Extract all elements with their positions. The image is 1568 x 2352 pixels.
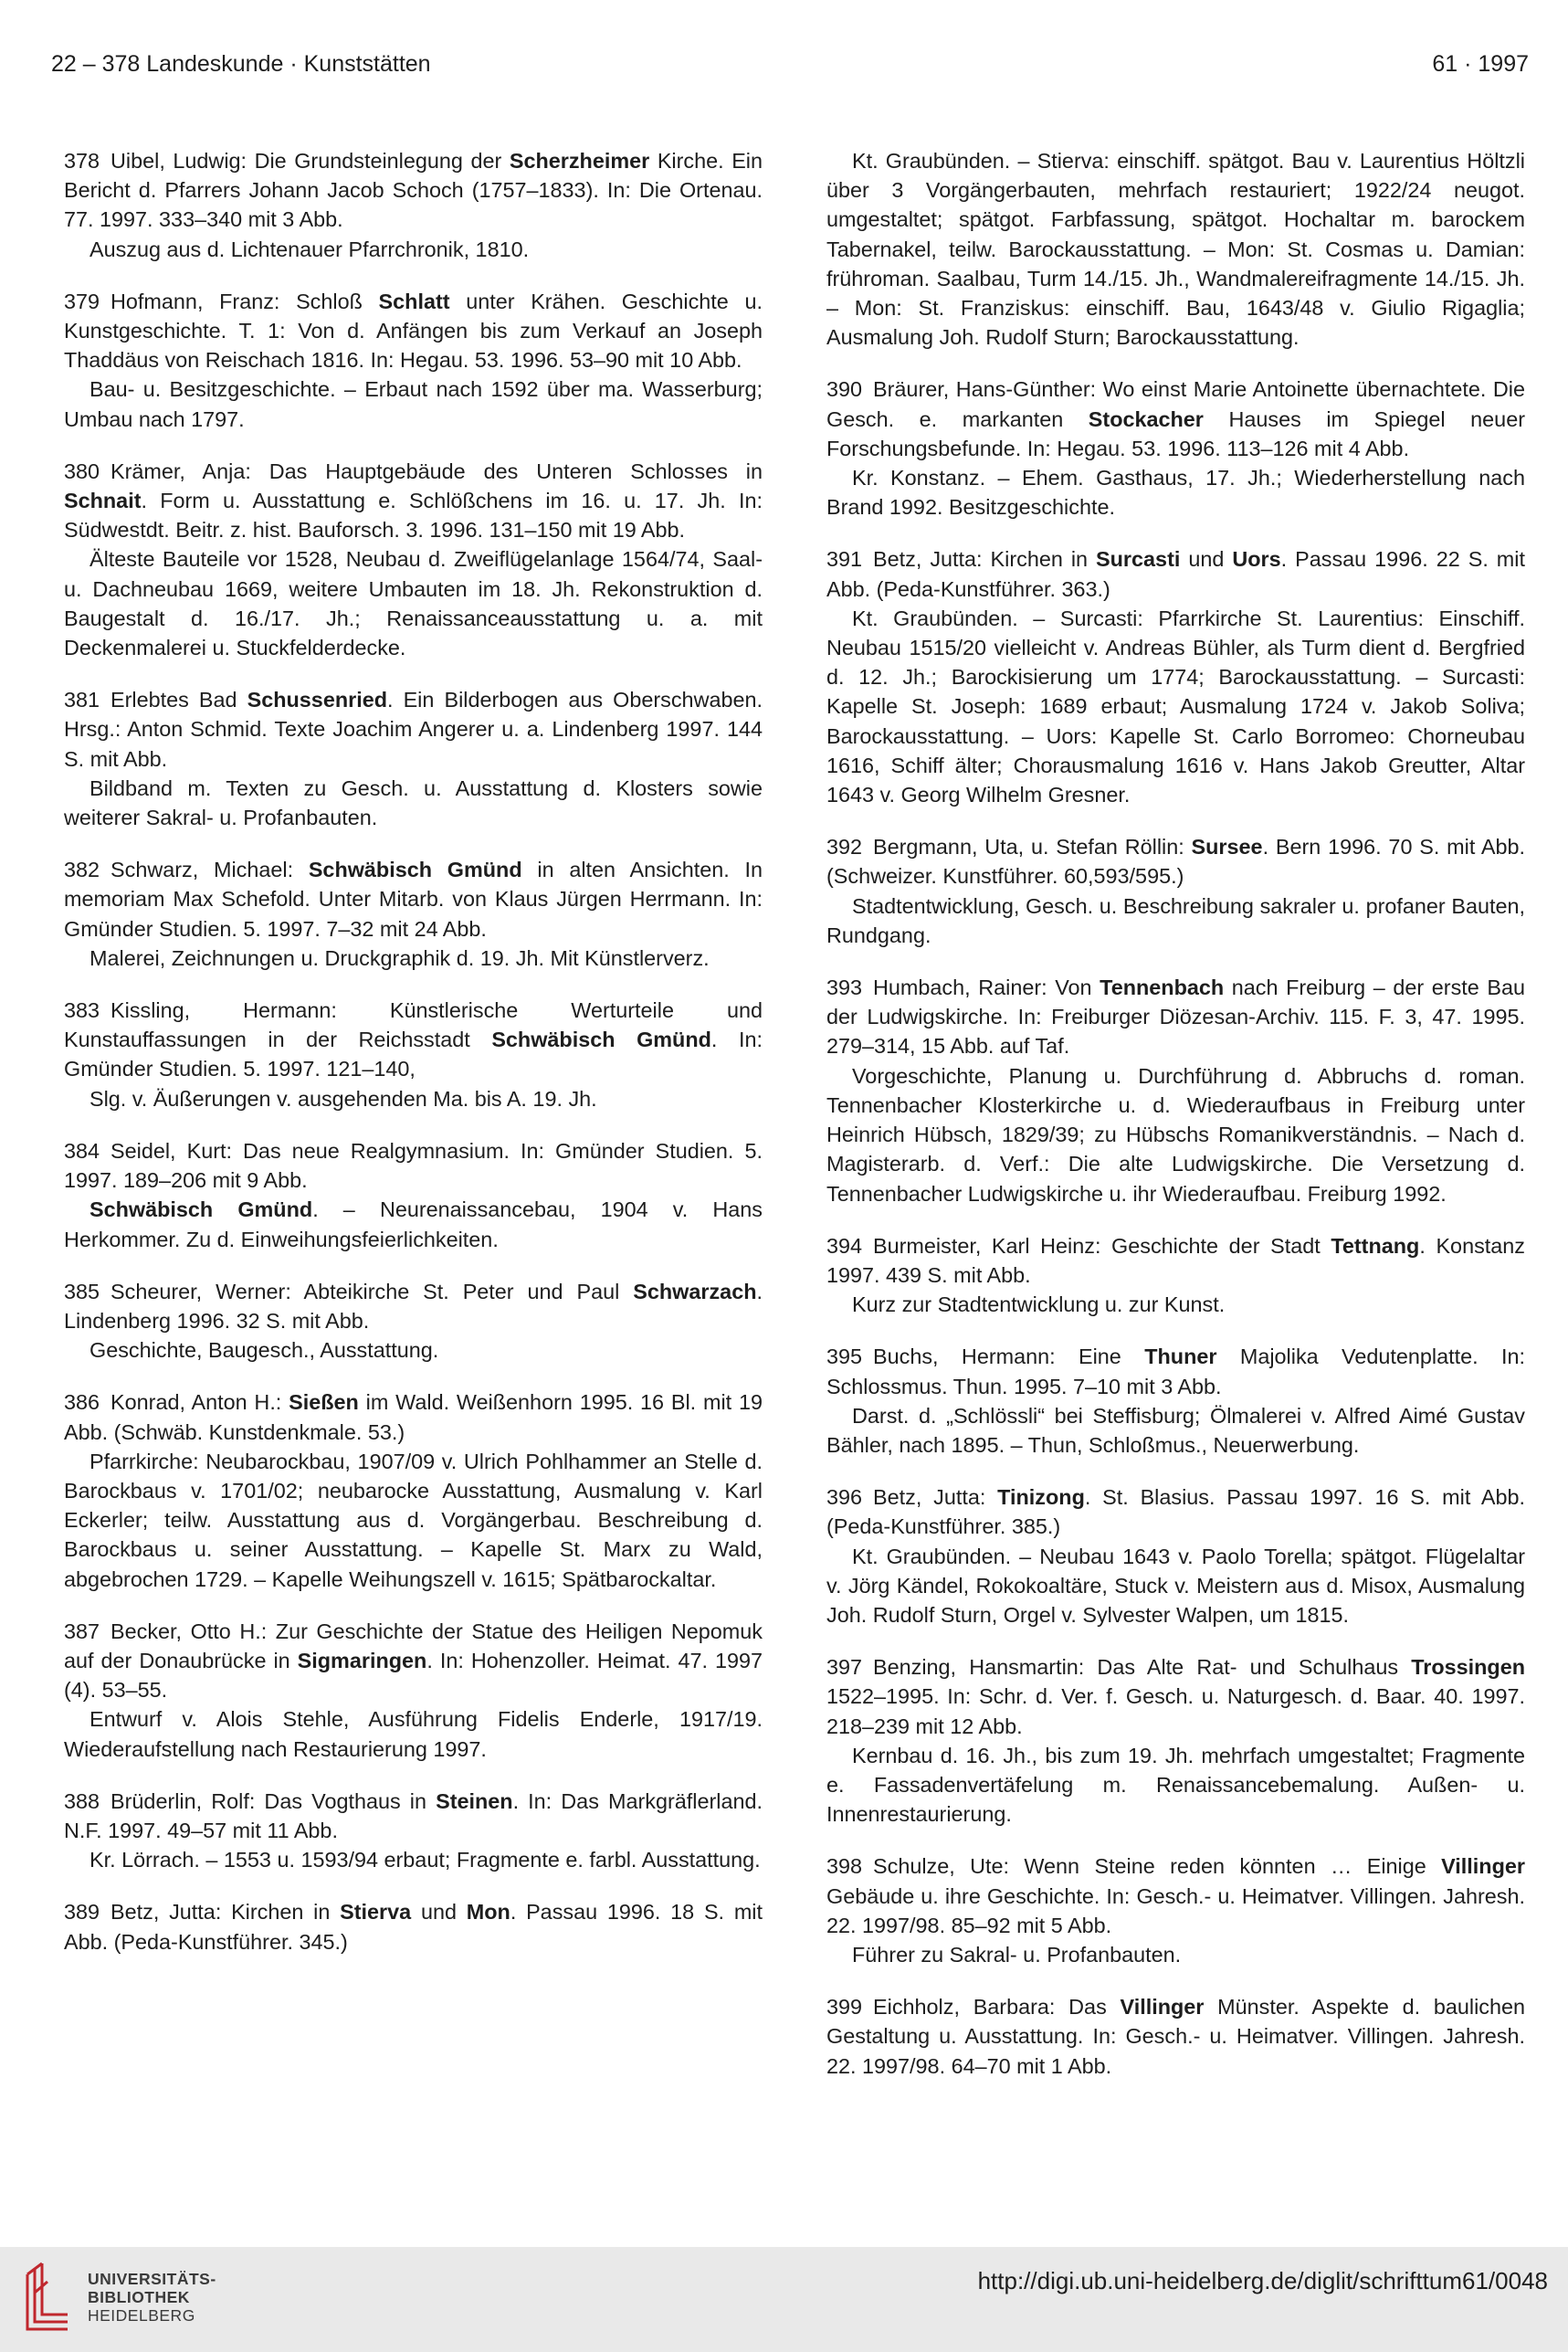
citation-text: Bergmann, Uta, u. Stefan Röllin: <box>873 835 1192 860</box>
entry-number: 391 <box>826 547 863 572</box>
entry-citation <box>826 544 1525 603</box>
bibliography-entry <box>826 146 1525 352</box>
entry-number: 386 <box>64 1390 100 1415</box>
bibliography-entry <box>64 996 763 1113</box>
citation-text: Kissling, Hermann: Künstlerische Werturteile und Kunstauffassungen in der Reichsstadt <box>64 998 763 1052</box>
entry-annotation: Vorgeschichte, Planung u. Durchführung d. Abbruchs d. roman. Tennenbacher Klosterkirche u. d. Wiederaufbaus in Freiburg unter Heinrich Hübsch, 1829/39; zu Hübschs Romanikverständnis. – Nach d. Magisterarb. d. Verf.: Die alte Ludwigskirche. Die Versetzung d. Tennenbacher Ludwigskirche u. ihr Wiederaufbau. Freiburg 1992. <box>826 1063 1525 1206</box>
page-header <box>51 51 1529 88</box>
entry-citation <box>826 374 1525 463</box>
place-name: Schlatt <box>378 289 450 313</box>
entry-number: 385 <box>64 1279 100 1303</box>
entry-citation <box>64 1277 763 1335</box>
bibliography-entry <box>826 544 1525 809</box>
citation-text: Brüderlin, Rolf: Das Vogthaus in <box>110 1788 437 1813</box>
entry-number: 399 <box>826 1995 863 2020</box>
bibliography-entry <box>64 146 763 264</box>
bibliography-entry <box>64 457 763 662</box>
place-name: Schnait <box>64 489 142 513</box>
citation-text: Kirche. Ein Bericht d. Pfarrers Johann Jacob Schoch (1757–1833). In: Die Ortenau. 77. 1997. 333–340 mit 3 Abb. <box>64 149 763 232</box>
bibliography-entry <box>64 1897 763 1956</box>
place-name: Uors <box>1232 547 1281 572</box>
footer-bar <box>0 2247 1568 2352</box>
citation-text: Betz, Jutta: Kirchen in <box>110 1900 341 1925</box>
entry-citation <box>64 685 763 774</box>
ub-heidelberg-logo-icon <box>20 2256 75 2338</box>
running-head-left: 22 – 378 Landeskunde · Kunststätten <box>51 51 431 77</box>
citation-text: im Wald. Weißenhorn 1995. 16 Bl. mit 19 Abb. (Schwäb. Kunstdenkmale. 53.) <box>64 1390 763 1444</box>
citation-text: Münster. Aspekte d. baulichen Gestaltung u. Ausstattung. In: Gesch.- u. Heimatver. Villingen. Jahresh. 22. 1997/98. 64–70 mit 1 Abb. <box>826 1995 1526 2078</box>
place-name: Surcasti <box>1096 547 1181 572</box>
entry-annotation <box>64 1195 763 1253</box>
citation-text: Benzing, Hansmartin: Das Alte Rat- und Schulhaus <box>873 1655 1412 1680</box>
library-name-line1: UNIVERSITÄTS- <box>88 2270 216 2288</box>
entry-annotation: Pfarrkirche: Neubarockbau, 1907/09 v. Ulrich Pohlhammer an Stelle d. Barockbaus v. 1701/02; neubarocke Ausstattung, Ausmalung v. Karl Eckerler; teilw. Ausstattung aus d. Vorgängerbau. Beschreibung d. Barockbaus u. seiner Ausstattung. – Kapelle St. Marx zu Wald, abgebrochen 1729. – Kapelle Weihungszell v. 1615; Spätbarockaltar. <box>64 1449 763 1591</box>
entry-citation <box>64 287 763 375</box>
bibliography-entry <box>64 1787 763 1875</box>
entry-annotation: Slg. v. Äußerungen v. ausgehenden Ma. bis A. 19. Jh. <box>89 1086 597 1111</box>
citation-text: Betz, Jutta: <box>873 1485 998 1510</box>
place-name: Sießen <box>289 1390 359 1415</box>
entry-citation <box>64 1897 763 1956</box>
citation-text: und <box>411 1900 467 1925</box>
entry-number: 397 <box>826 1655 863 1680</box>
entry-annotation: Kernbau d. 16. Jh., bis zum 19. Jh. mehrfach umgestaltet; Fragmente e. Fassadenvertäfelung m. Renaissancebemalung. Außen- u. Innenrestaurierung. <box>826 1743 1525 1827</box>
citation-text: Uibel, Ludwig: Die Grundsteinlegung der <box>110 149 510 173</box>
place-name: Schwarzach <box>633 1279 757 1303</box>
entry-citation <box>826 1652 1525 1741</box>
bibliography-entry <box>64 1136 763 1254</box>
place-name: Thuner <box>1144 1345 1217 1369</box>
entry-citation <box>64 855 763 944</box>
entry-number: 381 <box>64 688 100 712</box>
citation-text: in alten Ansichten. In memoriam Max Schefold. Unter Mitarb. von Klaus Jürgen Herrmann. In: Gmünder Studien. 5. 1997. 7–32 mit 24 Abb. <box>64 858 763 941</box>
place-name: Tinizong <box>997 1485 1085 1510</box>
entry-number: 383 <box>64 998 100 1023</box>
entry-number: 396 <box>826 1485 863 1510</box>
entry-citation <box>64 1136 763 1195</box>
entry-number: 382 <box>64 858 100 882</box>
entry-annotation: Entwurf v. Alois Stehle, Ausführung Fidelis Enderle, 1917/19. Wiederaufstellung nach Restaurierung 1997. <box>64 1707 763 1761</box>
place-name: Mon <box>466 1900 510 1925</box>
entry-annotation: Stadtentwicklung, Gesch. u. Beschreibung sakraler u. profaner Bauten, Rundgang. <box>826 893 1525 947</box>
citation-text: . Lindenberg 1996. 32 S. mit Abb. <box>64 1279 763 1333</box>
entry-annotation: Kurz zur Stadtentwicklung u. zur Kunst. <box>852 1292 1226 1317</box>
bibliography-entry <box>826 1482 1525 1630</box>
entry-citation <box>64 1617 763 1705</box>
entry-number: 380 <box>64 459 100 483</box>
library-name-line2: BIBLIOTHEK <box>88 2288 190 2306</box>
place-name: Villinger <box>1120 1995 1205 2020</box>
entry-annotation: Kt. Graubünden. – Stierva: einschiff. spätgot. Bau v. Laurentius Höltzli über 3 Vorgängerbauten, mehrfach restauriert; 1922/24 neugot. umgestaltet; spätgot. Farbfassung, spätgot. Hochaltar m. barockem Tabernakel, teilw. Barockausstattung. – Mon: St. Cosmas u. Damian: frühroman. Saalbau, Turm 14./15. Jh., Wandmalereifragmente 14./15. Jh. – Mon: St. Franziskus: einschiff. Bau, 1643/48 v. Giulio Rigaglia; Ausmalung Joh. Rudolf Sturn; Barockausstattung. <box>826 149 1525 350</box>
library-name <box>88 2270 216 2325</box>
entry-number: 379 <box>64 289 100 313</box>
bibliography-entry <box>826 374 1525 522</box>
entry-citation <box>64 996 763 1084</box>
entry-number: 388 <box>64 1788 100 1813</box>
entry-number: 389 <box>64 1900 100 1925</box>
bibliography-entry <box>826 1851 1525 1969</box>
entry-number: 392 <box>826 835 863 860</box>
citation-text: Konrad, Anton H.: <box>110 1390 289 1415</box>
entry-annotation: Malerei, Zeichnungen u. Druckgraphik d. 19. Jh. Mit Künstlerverz. <box>89 945 710 970</box>
entry-annotation: Auszug aus d. Lichtenauer Pfarrchronik, 1810. <box>89 237 530 261</box>
permalink-url[interactable]: http://digi.ub.uni-heidelberg.de/diglit/schrifttum61/0048 <box>977 2267 1548 2294</box>
bibliography-entry <box>64 1277 763 1366</box>
place-name: Schwäbisch Gmünd <box>308 858 522 882</box>
citation-text: Krämer, Anja: Das Hauptgebäude des Unteren Schlosses in <box>110 459 763 483</box>
entry-citation <box>826 1851 1525 1940</box>
entry-annotation: Älteste Bauteile vor 1528, Neubau d. Zweiflügelanlage 1564/74, Saal- u. Dachneubau 1669, weitere Umbauten im 18. Jh. Rekonstruktion d. Baugestalt d. 16./17. Jh.; Renaissanceausstattung u. a. mit Deckenmalerei u. Stuckfelderdecke. <box>64 547 763 660</box>
bibliography-entry <box>826 832 1525 950</box>
bibliography-entry <box>64 1617 763 1764</box>
citation-text: . – Neurenaissancebau, 1904 v. Hans Herkommer. Zu d. Einweihungsfeierlichkeiten. <box>64 1197 763 1251</box>
place-name: Tettnang <box>1331 1233 1420 1258</box>
entry-annotation: Geschichte, Baugesch., Ausstattung. <box>89 1338 439 1363</box>
place-name: Tennenbach <box>1100 976 1225 1000</box>
citation-text: Seidel, Kurt: Das neue Realgymnasium. In: Gmünder Studien. 5. 1997. 189–206 mit 9 Abb. <box>64 1138 763 1193</box>
citation-text: und <box>1180 547 1233 572</box>
bibliography-entry <box>64 1387 763 1593</box>
entry-citation <box>826 832 1525 891</box>
citation-text: Eichholz, Barbara: Das <box>873 1995 1121 2020</box>
citation-text: . In: Hohenzoller. Heimat. 47. 1997 (4). 53–55. <box>64 1648 763 1703</box>
citation-text: Becker, Otto H.: Zur Geschichte der Statue des Heiligen Nepomuk auf der Donaubrücke in <box>64 1619 763 1672</box>
bibliography-entry <box>826 1652 1525 1829</box>
citation-text: Scheurer, Werner: Abteikirche St. Peter und Paul <box>110 1279 634 1303</box>
entry-annotation: Kt. Graubünden. – Neubau 1643 v. Paolo Torella; spätgot. Flügelaltar v. Jörg Kändel, Rokokoaltäre, Stuck v. Meistern aus d. Misox, Ausmalung Joh. Rudolf Sturn, Orgel v. Sylvester Walpen, um 1815. <box>826 1544 1525 1627</box>
bibliography-entry <box>64 855 763 973</box>
citation-text: Betz, Jutta: Kirchen in <box>873 547 1097 572</box>
entry-number: 393 <box>826 976 863 1000</box>
citation-text: 1522–1995. In: Schr. d. Ver. f. Gesch. u. Naturgesch. d. Baar. 40. 1997. 218–239 mit 12 Abb. <box>826 1684 1525 1738</box>
bibliography-entry <box>64 287 763 434</box>
entry-number: 394 <box>826 1233 863 1258</box>
citation-text: Schwarz, Michael: <box>110 858 309 882</box>
place-name: Sigmaringen <box>297 1648 427 1672</box>
left-column <box>64 146 763 2174</box>
entry-number: 378 <box>64 149 100 173</box>
bibliography-entry <box>826 1992 1525 2081</box>
entry-citation <box>826 1342 1525 1400</box>
place-name: Stierva <box>340 1900 412 1925</box>
citation-text: . Konstanz 1997. 439 S. mit Abb. <box>826 1233 1525 1287</box>
citation-text: Hofmann, Franz: Schloß <box>110 289 379 313</box>
citation-text: . Ein Bilderbogen aus Oberschwaben. Hrsg.: Anton Schmid. Texte Joachim Angerer u. a. Lindenberg 1997. 144 S. mit Abb. <box>64 688 763 771</box>
citation-text: Schulze, Ute: Wenn Steine reden könnten … Einige <box>873 1854 1442 1879</box>
citation-text: . Bern 1996. 70 S. mit Abb. (Schweizer. Kunstführer. 60,593/595.) <box>826 835 1525 889</box>
entry-number: 384 <box>64 1138 100 1163</box>
place-name: Sursee <box>1191 835 1263 860</box>
entry-number: 395 <box>826 1345 863 1369</box>
place-name: Schwäbisch Gmünd <box>89 1197 313 1222</box>
place-name: Villinger <box>1441 1854 1525 1879</box>
entry-citation <box>826 973 1525 1061</box>
citation-text: Humbach, Rainer: Von <box>873 976 1100 1000</box>
bibliography-entry <box>826 1342 1525 1460</box>
running-head-right: 61 · 1997 <box>1432 51 1529 77</box>
entry-citation <box>64 146 763 235</box>
library-logo[interactable] <box>20 2256 216 2338</box>
bibliography-entry <box>826 973 1525 1208</box>
citation-text: . In: Gmünder Studien. 5. 1997. 121–140, <box>64 1028 763 1081</box>
bibliography-entry <box>826 1231 1525 1320</box>
right-column <box>826 146 1525 2174</box>
place-name: Scherzheimer <box>509 149 650 173</box>
place-name: Schussenried <box>247 688 388 712</box>
library-name-line3: HEIDELBERG <box>88 2306 195 2325</box>
entry-annotation: Bau- u. Besitzgeschichte. – Erbaut nach 1592 über ma. Wasserburg; Umbau nach 1797. <box>64 377 763 431</box>
entry-annotation: Führer zu Sakral- u. Profanbauten. <box>852 1942 1182 1967</box>
entry-citation <box>64 1387 763 1446</box>
entry-citation <box>826 1482 1525 1541</box>
citation-text: Burmeister, Karl Heinz: Geschichte der Stadt <box>873 1233 1331 1258</box>
citation-text: unter Krähen. Geschichte u. Kunstgeschichte. T. 1: Von d. Anfängen bis zum Verkauf an Joseph Thaddäus von Reischach 1816. In: Hegau. 53. 1996. 53–90 mit 10 Abb. <box>64 289 763 373</box>
entry-citation <box>64 1787 763 1845</box>
place-name: Schwäbisch Gmünd <box>491 1028 711 1052</box>
entry-annotation: Kr. Lörrach. – 1553 u. 1593/94 erbaut; Fragmente e. farbl. Ausstattung. <box>89 1848 761 1872</box>
bibliography-entry <box>64 685 763 832</box>
entry-citation <box>64 457 763 545</box>
entry-annotation: Kt. Graubünden. – Surcasti: Pfarrkirche St. Laurentius: Einschiff. Neubau 1515/20 vielleicht v. Andreas Bühler, als Turm dient d. Bergfried d. 12. Jh.; Barockisierung um 1774; Barockausstattung. – Surcasti: Kapelle St. Joseph: 1689 erbaut; Ausmalung 1724 v. Jakob Soliva; Barockausstattung. – Uors: Kapelle St. Carlo Borromeo: Chorneubau 1616, Schiff älter; Chorausmalung 1616 v. Hans Jakob Greutter, Altar 1643 v. Georg Wilhelm Gresner. <box>826 606 1525 807</box>
place-name: Steinen <box>436 1788 513 1813</box>
entry-citation <box>826 1231 1525 1290</box>
entry-annotation: Kr. Konstanz. – Ehem. Gasthaus, 17. Jh.; Wiederherstellung nach Brand 1992. Besitzgeschichte. <box>826 466 1525 520</box>
bibliography-columns <box>64 146 1525 2174</box>
citation-text: Hauses im Spiegel neuer Forschungsbefunde. In: Hegau. 53. 1996. 113–126 mit 4 Abb. <box>826 406 1525 460</box>
citation-text: . Form u. Ausstattung e. Schlößchens im 16. u. 17. Jh. In: Südwestdt. Beitr. z. hist. Bauforsch. 3. 1996. 131–150 mit 19 Abb. <box>64 489 763 543</box>
entry-number: 387 <box>64 1619 100 1643</box>
citation-text: . St. Blasius. Passau 1997. 16 S. mit Abb. (Peda-Kunstführer. 385.) <box>826 1485 1525 1539</box>
entry-number: 398 <box>826 1854 863 1879</box>
citation-text: . Passau 1996. 18 S. mit Abb. (Peda-Kunstführer. 345.) <box>64 1900 763 1954</box>
citation-text: Gebäude u. ihre Geschichte. In: Gesch.- u. Heimatver. Villingen. Jahresh. 22. 1997/98. 85–92 mit 5 Abb. <box>826 1883 1525 1937</box>
entry-number: 390 <box>826 377 863 402</box>
citation-text: . In: Das Markgräflerland. N.F. 1997. 49–57 mit 11 Abb. <box>64 1788 763 1842</box>
place-name: Trossingen <box>1411 1655 1525 1680</box>
entry-citation <box>826 1992 1525 2081</box>
citation-text: nach Freiburg – der erste Bau der Ludwigskirche. In: Freiburger Diözesan-Archiv. 115. F. 3, 47. 1995. 279–314, 15 Abb. auf Taf. <box>826 976 1525 1059</box>
citation-text: Majolika Vedutenplatte. In: Schlossmus. Thun. 1995. 7–10 mit 3 Abb. <box>826 1345 1525 1398</box>
citation-text: Erlebtes Bad <box>110 688 247 712</box>
citation-text: Bräurer, Hans-Günther: Wo einst Marie Antoinette übernachtete. Die Gesch. e. markanten <box>826 377 1525 431</box>
entry-annotation: Bildband m. Texten zu Gesch. u. Ausstattung d. Klosters sowie weiterer Sakral- u. Profanbauten. <box>64 775 763 830</box>
entry-annotation: Darst. d. „Schlössli“ bei Steffisburg; Ölmalerei v. Alfred Aimé Gustav Bähler, nach 1895. – Thun, Schloßmus., Neuerwerbung. <box>826 1403 1525 1457</box>
place-name: Stockacher <box>1088 406 1204 431</box>
citation-text: . Passau 1996. 22 S. mit Abb. (Peda-Kunstführer. 363.) <box>826 547 1525 601</box>
citation-text: Buchs, Hermann: Eine <box>873 1345 1145 1369</box>
